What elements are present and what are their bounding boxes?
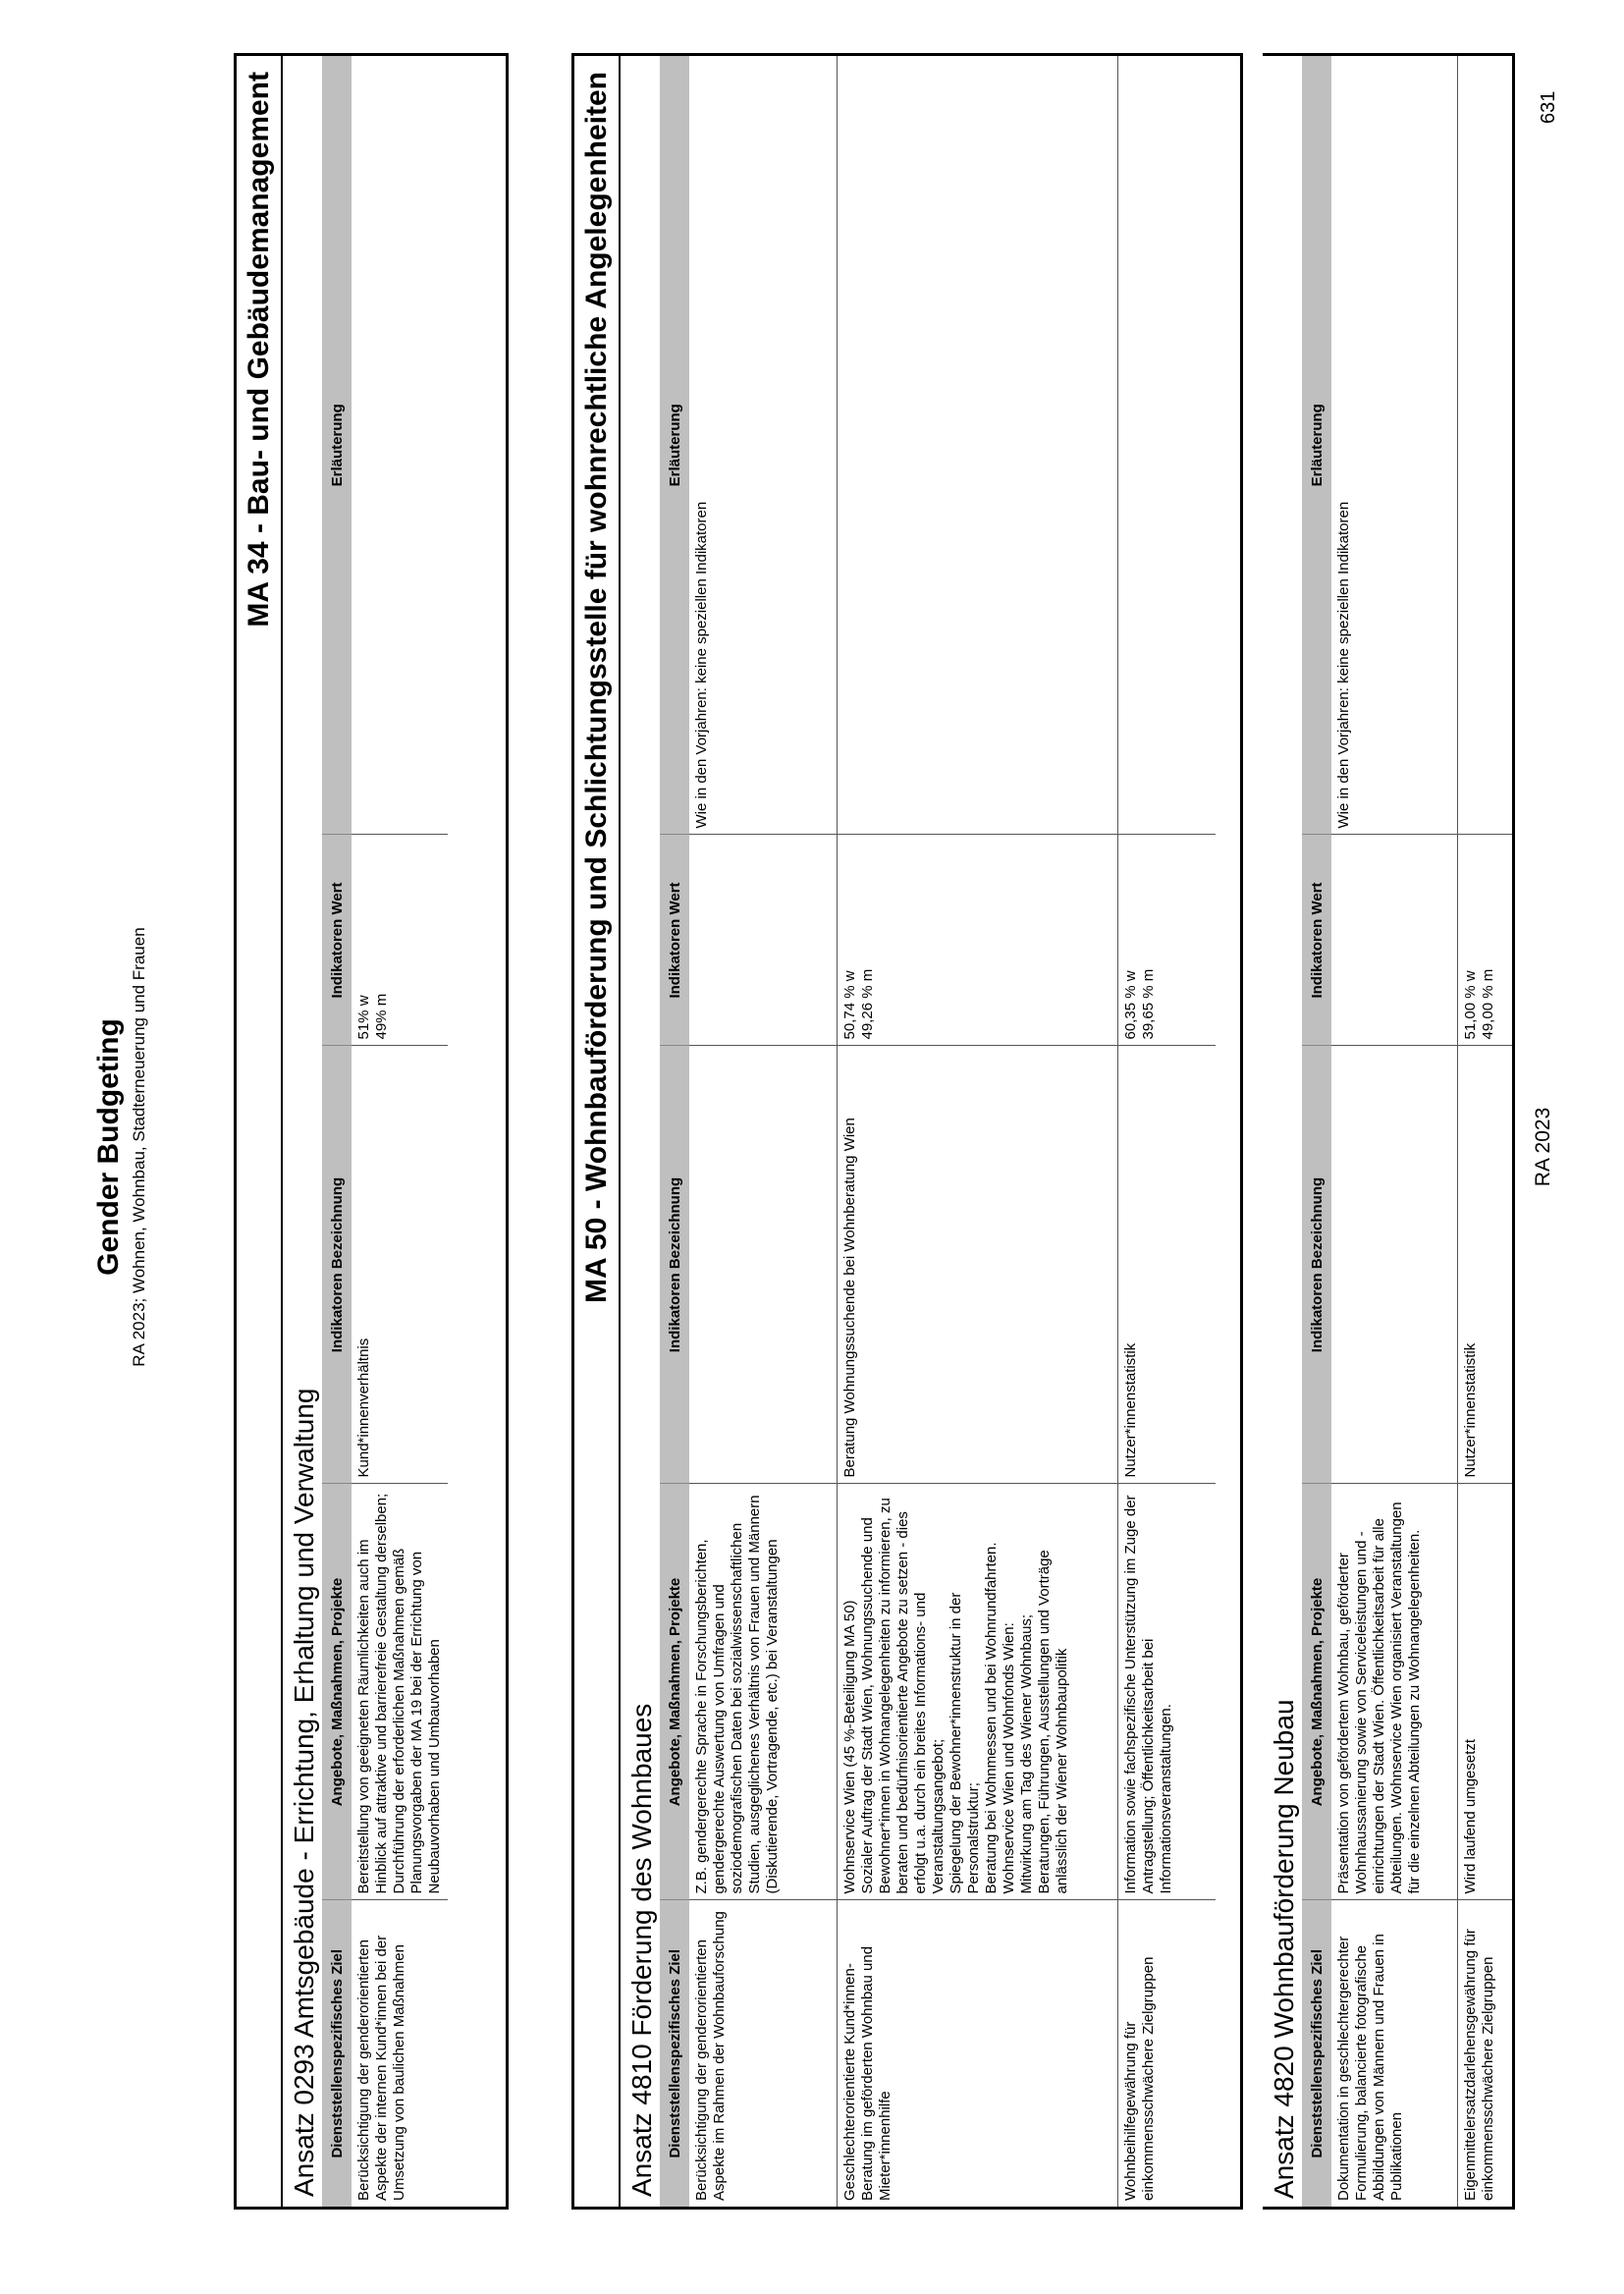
column-header: Erläuterung (322, 56, 352, 835)
indikator-wert-cell: 50,74 % w 49,26 % m (837, 835, 1117, 1046)
ziel-cell: Berücksichtigung der genderorientierten Aspekte im Rahmen der Wohnbauforschung (689, 1900, 837, 2207)
ansatz-heading: Ansatz 4810 Förderung des Wohnbaues (626, 1703, 657, 2197)
table-row (1457, 56, 1512, 2207)
section-ma50-ansatz-4820 (1263, 53, 1515, 2210)
column-header: Indikatoren Wert (1302, 835, 1331, 1046)
ansatz-heading: Ansatz 0293 Amtsgebäude - Errichtung, Erhaltung und Verwaltung (289, 1388, 319, 2197)
column-header: Erläuterung (660, 56, 689, 835)
indikator-bezeichnung-cell: Beratung Wohnungssuchende bei Wohnberatung Wien (837, 1046, 1117, 1484)
column-header: Erläuterung (1302, 56, 1331, 835)
department-heading: MA 50 - Wohnbauförderung und Schlichtungsstelle für wohnrechtliche Angelegenheiten (574, 56, 621, 2207)
indikator-bezeichnung-cell: Nutzer*innenstatistik (1457, 1046, 1512, 1484)
document-subtitle: RA 2023; Wohnen, Wohnbau, Stadterneuerung und Frauen (130, 927, 148, 1367)
erlaeuterung-cell (352, 56, 448, 835)
indikator-bezeichnung-cell: Kund*innenverhältnis (352, 1046, 448, 1484)
table-row (837, 56, 1117, 2207)
erlaeuterung-cell: Wie in den Vorjahren: keine speziellen Indikatoren (693, 501, 710, 829)
erlaeuterung-cell (1117, 56, 1216, 835)
ziel-cell: Geschlechterorientierte Kund*innen-Beratung im geförderten Wohnbau und Mieter*innenhilfe (837, 1900, 1117, 2207)
column-header: Dienststellenspezifisches Ziel (660, 1900, 689, 2207)
indikator-bezeichnung-cell (689, 1046, 837, 1484)
column-header: Indikatoren Bezeichnung (1302, 1046, 1331, 1484)
indikator-wert-cell (1331, 835, 1457, 1046)
indikator-wert-cell: 51% w 49% m (352, 835, 448, 1046)
footer-label: RA 2023 (1532, 1107, 1554, 1187)
table-header-row (660, 56, 689, 2207)
table-row (689, 56, 837, 2207)
ansatz-heading: Ansatz 4820 Wohnbauförderung Neubau (1269, 1699, 1299, 2199)
gender-budget-table (1302, 56, 1512, 2207)
column-header: Indikatoren Wert (322, 835, 352, 1046)
gender-budget-table (660, 56, 1216, 2207)
document-title: Gender Budgeting (92, 1018, 125, 1276)
erlaeuterung-cell (1457, 56, 1512, 835)
page-number: 631 (1538, 90, 1559, 124)
erlaeuterung-cell: Wie in den Vorjahren: keine speziellen Indikatoren (1335, 501, 1352, 829)
table-row (1331, 56, 1457, 2207)
indikator-wert-cell: 60,35 % w 39,65 % m (1117, 835, 1216, 1046)
ziel-cell: Berücksichtigung der genderorientierten Aspekte der internen Kund*innen bei der Umsetzung von baulichen Maßnahmen (352, 1900, 448, 2207)
indikator-bezeichnung-cell (1331, 1046, 1457, 1484)
angebote-cell: Information sowie fachspezifische Unterstützung im Zuge der Antragstellung; Öffentlichkeitsarbeit bei Informationsveranstaltungen. (1117, 1484, 1216, 1900)
erlaeuterung-cell (837, 56, 1117, 835)
table-header-row (322, 56, 352, 2207)
ziel-cell: Wohnbeihilfegewährung für einkommensschwächere Zielgruppen (1117, 1900, 1216, 2207)
table-row (1117, 56, 1216, 2207)
gender-budget-table (322, 56, 448, 2207)
table-row (352, 56, 448, 2207)
indikator-wert-cell (689, 835, 837, 1046)
ziel-cell: Eigenmittelersatzdarlehensgewährung für einkommensschwächere Zielgruppen (1457, 1900, 1512, 2207)
column-header: Angebote, Maßnahmen, Projekte (322, 1484, 352, 1900)
column-header: Indikatoren Wert (660, 835, 689, 1046)
department-heading: MA 34 - Bau- und Gebäudemanagement (237, 56, 283, 2207)
section-ma50 (571, 53, 1243, 2210)
column-header: Indikatoren Bezeichnung (322, 1046, 352, 1484)
indikator-wert-cell: 51,00 % w 49,00 % m (1457, 835, 1512, 1046)
indikator-bezeichnung-cell: Nutzer*innenstatistik (1117, 1046, 1216, 1484)
ziel-cell: Dokumentation in geschlechtergerechter Formulierung, balancierte fotografische Abbildungen von Männern und Frauen in Publikationen (1331, 1900, 1457, 2207)
table-header-row (1302, 56, 1331, 2207)
angebote-cell: Wohnservice Wien (45 %-Beteiligung MA 50) Sozialer Auftrag der Stadt Wien, Wohnungssuchende und Bewohner*innen in Wohnangelegenheiten zu informieren, zu beraten und bedürfnisorientierte Angebote zu setzen - dies erfolgt u.a. durch ein breites Informations- und Veranstaltungsangebot; Spiegelung der Bewohner*innenstruktur in der Personalstruktur; Beratung bei Wohnmessen und bei Wohnrundfahrten. Wohnservice Wien und Wohnfonds Wien: Mitwirkung am Tag des Wiener Wohnbaus; Beratungen, Führungen, Ausstellungen und Vorträge anlässlich der Wiener Wohnbaupolitik (837, 1484, 1117, 1900)
angebote-cell: Wird laufend umgesetzt (1457, 1484, 1512, 1900)
column-header: Angebote, Maßnahmen, Projekte (1302, 1484, 1331, 1900)
column-header: Indikatoren Bezeichnung (660, 1046, 689, 1484)
angebote-cell: Bereitstellung von geeigneten Räumlichkeiten auch im Hinblick auf attraktive und barrierefreie Gestaltung derselben; Durchführung der erforderlichen Maßnahmen gemäß Planungsvorgaben der MA 19 bei der Errichtung von Neubauvorhaben und Umbauvorhaben (352, 1484, 448, 1900)
angebote-cell: Z.B. gendergerechte Sprache in Forschungsberichten, gendergerechte Auswertung von Umfragen und soziodemografischen Daten bei sozialwissenschaftlichen Studien, ausgeglichenes Verhältnis von Frauen und Männern (Diskutierende, Vortragende, etc.) bei Veranstaltungen (689, 1484, 837, 1900)
section-ma34 (234, 53, 509, 2210)
column-header: Dienststellenspezifisches Ziel (1302, 1900, 1331, 2207)
column-header: Angebote, Maßnahmen, Projekte (660, 1484, 689, 1900)
angebote-cell: Präsentation von gefördertem Wohnbau, geförderter Wohnhaussanierung sowie von Serviceleistungen und -einrichtungen der Stadt Wien. Öffentlichkeitsarbeit für alle Abteilungen. Wohnservice Wien organisiert Veranstaltungen für die einzelnen Abteilungen zu Wohnangelegenheiten. (1331, 1484, 1457, 1900)
column-header: Dienststellenspezifisches Ziel (322, 1900, 352, 2207)
